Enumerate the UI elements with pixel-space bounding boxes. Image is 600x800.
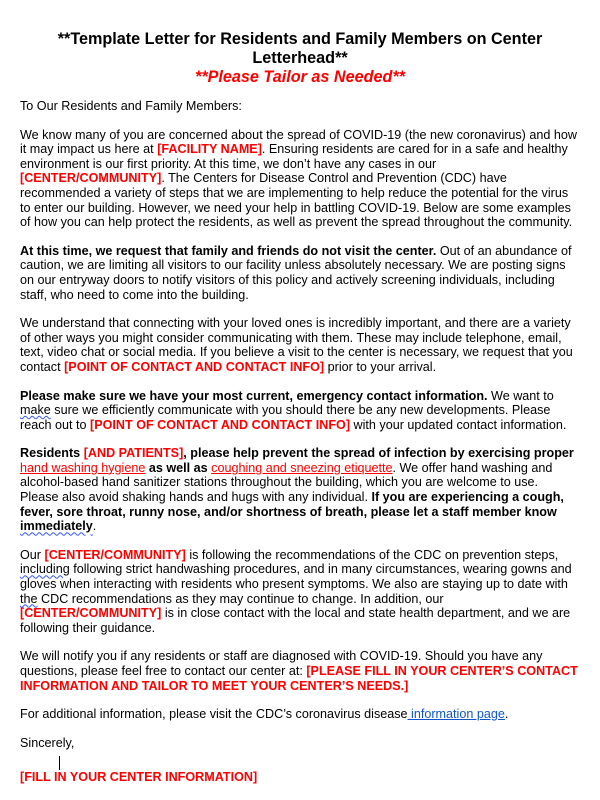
hand-washing-link[interactable]: hand washing hygiene (20, 460, 146, 475)
text: We want to (487, 388, 554, 403)
closing: Sincerely, (20, 735, 75, 750)
salutation: To Our Residents and Family Members: (20, 99, 242, 113)
text: For additional information, please visit the CDC’s coronavirus disease (20, 707, 408, 722)
placeholder-center-contact: [PLEASE FILL IN YOUR CENTER’S CONTACT INFORMATION AND TAILOR TO MEET YOUR CENTER’S NEEDS.] (20, 664, 578, 693)
text: . The Centers for Disease Control and Prevention (CDC) have recommended a variety of steps that we are implementing to help reduce the potential for the virus to enter our building. However, we need your help in battling COVID-19. Below are some examples of how you can help protect the residents, as well as prevent the spread throughout the community. (20, 171, 573, 230)
spellcheck-word: the (20, 591, 38, 606)
text: Our (20, 547, 45, 562)
placeholder-point-of-contact: [POINT OF CONTACT AND CONTACT INFO] (90, 417, 351, 432)
paragraph-visits (20, 244, 580, 302)
text: . (504, 707, 509, 722)
letter-title: **Template Letter for Residents and Family Members on Center Letterhead** (57, 30, 543, 67)
placeholder-and-patients: [AND PATIENTS] (83, 446, 184, 461)
text-cursor (20, 754, 580, 770)
letter-subtitle: **Please Tailor as Needed** (195, 68, 405, 86)
text: with your updated contact information. (350, 417, 567, 432)
placeholder-facility-name: [FACILITY NAME] (157, 142, 262, 157)
text: . We offer hand washing and alcohol-based hand sanitizer stations throughout the building, which you are welcome to use. Please also avoid shaking hands and hugs with any individual. (20, 460, 553, 505)
paragraph-more-info (20, 707, 580, 722)
paragraph-notify (20, 649, 580, 693)
text: sure we efficiently communicate with you should there be any new developments. Please reach out to (20, 403, 551, 432)
text: . (92, 519, 97, 534)
bold-text: Residents (20, 446, 84, 461)
spellcheck-word: immediately (20, 519, 93, 534)
text: We will notify you if any residents or staff are diagnosed with COVID-19. Should you have any questions, please feel free to contact our center at: (20, 649, 543, 678)
bold-text: If you are experiencing a cough, fever, sore throat, runny nose, and/or shortness of breath, please let a staff member know (20, 490, 564, 519)
paragraph-intro (20, 128, 580, 230)
information-page-link[interactable]: information page (407, 707, 505, 722)
cough-etiquette-link[interactable]: coughing and sneezing etiquette (211, 460, 393, 475)
caret (59, 756, 60, 770)
text: We know many of you are concerned about the spread of COVID-19 (the new coronavirus) and how it may impact us here at (20, 127, 577, 157)
spellcheck-word: make (20, 403, 51, 418)
paragraph-hygiene (20, 446, 580, 534)
text: . Ensuring residents are cared for in a safe and healthy environment is our first priority. At this time, we don’t have any cases in our (20, 142, 568, 171)
placeholder-center-community: [CENTER/COMMUNITY] (20, 171, 162, 186)
bold-text: At this time, we request that family and friends do not visit the center. (20, 243, 437, 258)
text: is following the recommendations of the CDC on prevention steps, (185, 547, 559, 562)
text: following strict handwashing procedures, and in many circumstances, wearing gowns and gloves when interacting with residents who present symptoms. We also are staying up to date with (20, 562, 572, 592)
placeholder-center-community: [CENTER/COMMUNITY] (20, 606, 162, 621)
text: Out of an abundance of caution, we are limiting all visitors to our facility unless absolutely necessary. We are posting signs on our entryway doors to notify visitors of this policy and actively screening individuals, including staff, who need to come into the building. (20, 243, 572, 302)
placeholder-center-community: [CENTER/COMMUNITY] (44, 547, 186, 562)
paragraph-communication (20, 316, 580, 374)
spellcheck-word: including (20, 562, 70, 577)
text: We understand that connecting with your loved ones is incredibly important, and there are a variety of other ways you might consider communicating with them. These may include telephone, email, text, video chat or social media. If you believe a visit to the center is necessary, we request that you contact (20, 316, 573, 374)
paragraph-cdc-recommendations (20, 548, 580, 636)
bold-text: as well as (145, 460, 212, 475)
text: is in close contact with the local and state health department, and we are following their guidance. (20, 606, 571, 635)
bold-text: , please help prevent the spread of infection by exercising proper (183, 446, 574, 461)
text: prior to your arrival. (324, 359, 437, 374)
paragraph-emergency-contact (20, 389, 580, 433)
placeholder-point-of-contact: [POINT OF CONTACT AND CONTACT INFO] (64, 359, 325, 374)
signature-placeholder: [FILL IN YOUR CENTER INFORMATION] (20, 770, 258, 785)
text: CDC recommendations as they may continue to change. In addition, our (37, 591, 444, 606)
bold-text: Please make sure we have your most current, emergency contact information. (20, 388, 488, 403)
